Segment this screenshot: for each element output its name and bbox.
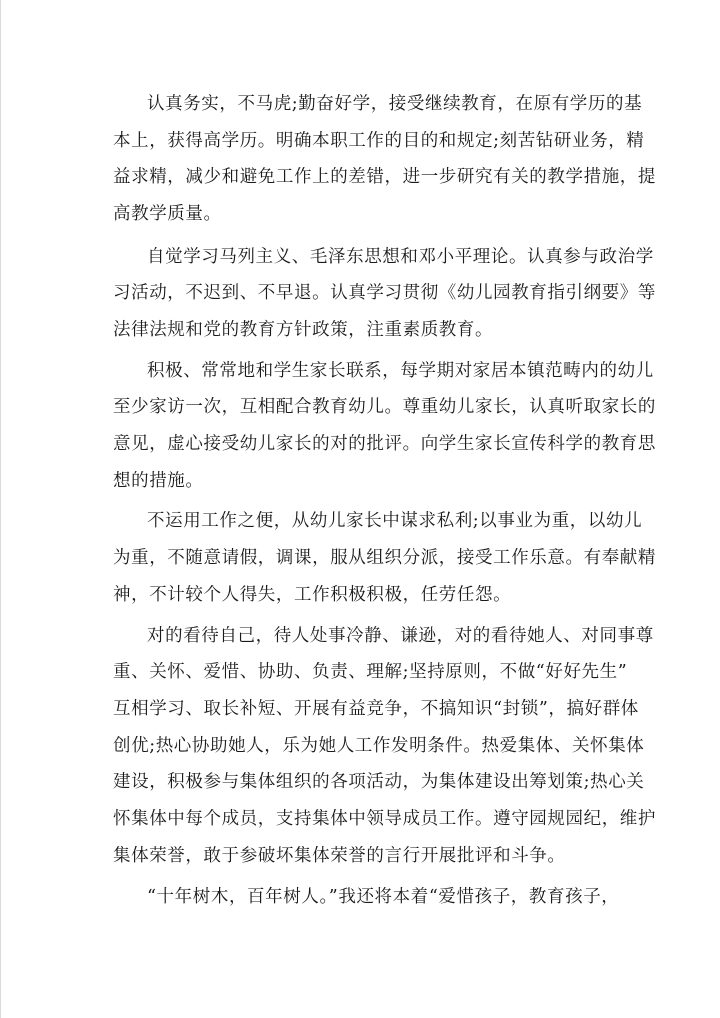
text-line: 建设，积极参与集体组织的各项活动，为集体建设出筹划策;热心关 — [113, 772, 645, 792]
text-line: 创优;热心协助她人，乐为她人工作发明条件。热爱集体、关怀集体 — [113, 736, 645, 756]
text-line: 益求精，减少和避免工作上的差错，进一步研究有关的教学措施，提 — [113, 167, 656, 187]
text-line: 本上，获得高学历。明确本职工作的目的和规定;刻苦钻研业务，精 — [113, 131, 645, 151]
text-line: 想的措施。 — [113, 471, 204, 491]
text-line: 互相学习、取长补短、开展有益竞争，不搞知识“封锁”，搞好群体 — [113, 699, 639, 719]
text-line: 认真务实，不马虎;勤奋好学，接受继续教育，在原有学历的基 — [147, 94, 643, 114]
text-line: 为重，不随意请假，调课，服从组织分派，接受工作乐意。有奉献精 — [113, 548, 656, 568]
text-line: 集体荣誉，敢于参破坏集体荣誉的言行开展批评和斗争。 — [113, 846, 566, 866]
text-line: 神，不计较个人得失，工作积极积极，任劳任怨。 — [113, 585, 512, 605]
text-line: 重、关怀、爱惜、协助、负责、理解;坚持原则，不做“好好先生” — [113, 662, 628, 682]
text-line: 怀集体中每个成员，支持集体中领导成员工作。遵守园规园纪，维护 — [113, 809, 656, 829]
text-line: 习活动，不迟到、不早退。认真学习贯彻《幼儿园教育指引纲要》等 — [113, 283, 656, 303]
text-line: 自觉学习马列主义、毛泽东思想和邓小平理论。认真参与政治学 — [147, 247, 654, 267]
text-line: 不运用工作之便，从幼儿家长中谋求私利;以事业为重，以幼儿 — [147, 511, 643, 531]
text-line: 积极、常常地和学生家长联系，每学期对家居本镇范畴内的幼儿 — [147, 361, 654, 381]
text-line: 对的看待自己，待人处事冷静、谦逊，对的看待她人、对同事尊 — [147, 626, 654, 646]
text-line: 至少家访一次，互相配合教育幼儿。尊重幼儿家长，认真听取家长的 — [113, 397, 656, 417]
text-line: “十年树木，百年树人。”我还将本着“爱惜孩子，教育孩子， — [147, 887, 620, 907]
text-line: 高教学质量。 — [113, 204, 222, 224]
text-line: 法律法规和党的教育方针政策，注重素质教育。 — [113, 320, 494, 340]
text-line: 意见，虚心接受幼儿家长的对的批评。向学生家长宣传科学的教育思 — [113, 434, 656, 454]
